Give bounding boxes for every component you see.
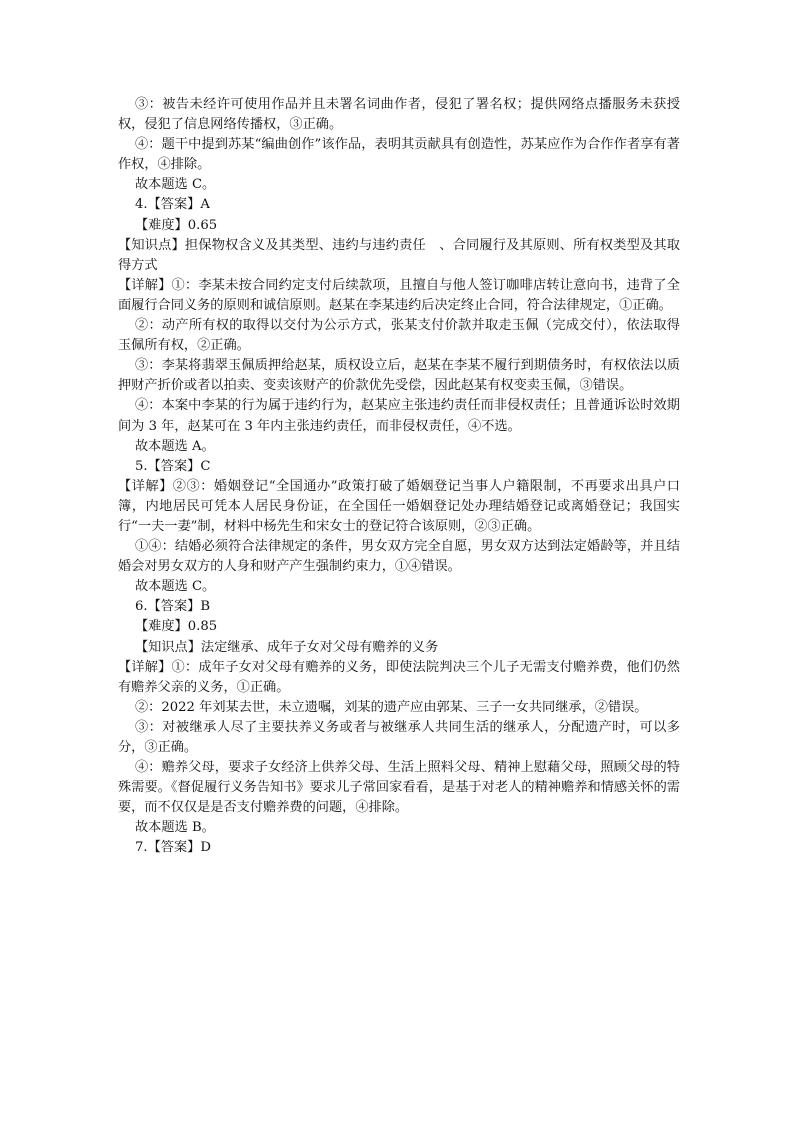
paragraph-q4-detail-4: ④：本案中李某的行为属于违约行为，赵某应主张违约责任而非侵权责任；且普通诉讼时效期间为 3 年，赵某可在 3 年内主张违约责任，而非侵权责任，④不选。: [118, 398, 680, 434]
paragraph-q6-difficulty: 【难度】0.85: [135, 619, 218, 635]
paragraph-option-4-analysis: ④：题干中提到苏某“编曲创作”该作品，表明其贡献具有创造性，苏某应作为合作作者享有著作权，④排除。: [118, 137, 680, 173]
paragraph-q5-answer: 5.【答案】C: [135, 458, 211, 474]
paragraph-q5-detail-2: ①④：结婚必须符合法律规定的条件，男女双方完全自愿，男女双方达到法定婚龄等，并且结婚会对男女双方的人身和财产产生强制约束力，①④错误。: [118, 539, 680, 575]
paragraph-q5-detail-1: 【详解】②③：婚姻登记“全国通办”政策打破了婚姻登记当事人户籍限制，不再要求出具户口簿，内地居民可凭本人居民身份证，在全国任一婚姻登记处办理结婚登记或离婚登记；我国实行“一夫一妻”制，材料中杨先生和宋女士的登记符合该原则，②③正确。: [118, 478, 680, 534]
paragraph-option-3-analysis: ③：被告未经许可使用作品并且未署名词曲作者，侵犯了署名权；提供网络点播服务未获授权，侵犯了信息网络传播权，③正确。: [118, 97, 680, 133]
paragraph-q6-answer: 6.【答案】B: [135, 599, 211, 615]
paragraph-q6-detail-2: ②：2022 年刘某去世，未立遗嘱，刘某的遗产应由郭某、三子一女共同继承，②错误。: [135, 699, 648, 715]
paragraph-q4-answer: 4.【答案】A: [135, 197, 210, 213]
paragraph-q6-knowledge-points: 【知识点】法定继承、成年子女对父母有赡养的义务: [135, 639, 439, 655]
paragraph-q4-detail-1: 【详解】①：李某未按合同约定支付后续款项，且擅自与他人签订咖啡店转让意向书，违背了全面履行合同义务的原则和诚信原则。赵某在李某违约后决定终止合同，符合法律规定，①正确。: [118, 277, 680, 313]
paragraph-q6-detail-3: ③：对被继承人尽了主要扶养义务或者与被继承人共同生活的继承人，分配遗产时，可以多分，③正确。: [118, 719, 680, 755]
paragraph-q6-detail-1: 【详解】①：成年子女对父母有赡养的义务，即使法院判决三个儿子无需支付赡养费，他们仍然有赡养父亲的义务，①正确。: [118, 659, 680, 695]
paragraph-q7-answer: 7.【答案】D: [135, 840, 211, 856]
paragraph-q4-knowledge-points: 【知识点】担保物权含义及其类型、违约与违约责任 、合同履行及其原则、所有权类型及其取得方式: [118, 237, 680, 273]
paragraph-q4-detail-3: ③：李某将翡翠玉佩质押给赵某，质权设立后，赵某在李某不履行到期债务时，有权依法以质押财产折价或者以拍卖、变卖该财产的价款优先受偿，因此赵某有权变卖玉佩，③错误。: [118, 358, 680, 394]
paragraph-conclusion-q4: 故本题选 A。: [135, 438, 215, 454]
paragraph-q4-detail-2: ②：动产所有权的取得以交付为公示方式，张某支付价款并取走玉佩（完成交付），依法取得玉佩所有权，②正确。: [118, 318, 680, 354]
paragraph-conclusion-q3: 故本题选 C。: [135, 177, 216, 193]
paragraph-conclusion-q5: 故本题选 C。: [135, 579, 216, 595]
paragraph-conclusion-q6: 故本题选 B。: [135, 820, 215, 836]
paragraph-q4-difficulty: 【难度】0.65: [135, 217, 218, 233]
document-body: [118, 95, 680, 859]
paragraph-q6-detail-4: ④：赡养父母，要求子女经济上供养父母、生活上照料父母、精神上慰藉父母，照顾父母的特殊需要。《督促履行义务告知书》要求儿子常回家看看，是基于对老人的精神赡养和情感关怀的需要，而不仅仅是是否支付赡养费的问题，④排除。: [118, 760, 680, 816]
